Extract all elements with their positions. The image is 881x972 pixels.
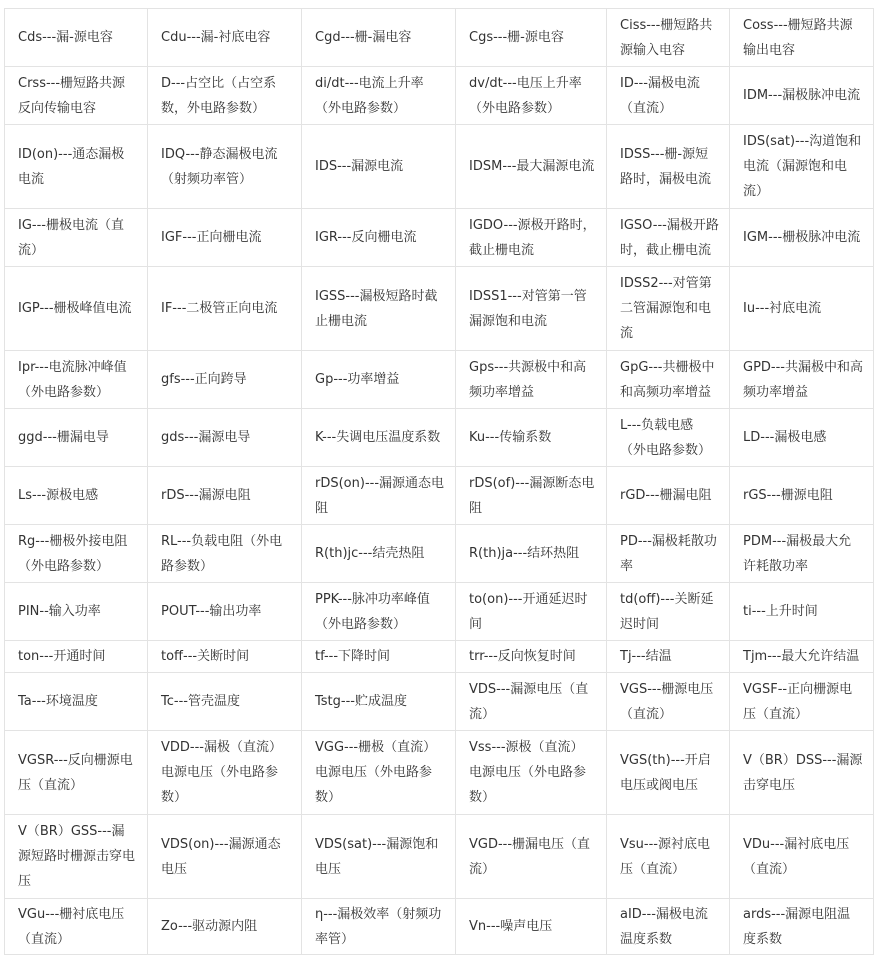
table-cell: Ku---传输系数	[456, 409, 607, 467]
table-cell: Vsu---源衬底电压（直流）	[607, 815, 730, 899]
table-cell: di/dt---电流上升率（外电路参数）	[302, 67, 456, 125]
table-row	[5, 583, 874, 641]
table-cell: ards---漏源电阻温度系数	[730, 899, 874, 955]
table-cell: VDu---漏衬底电压（直流）	[730, 815, 874, 899]
table-cell: Cds---漏-源电容	[5, 9, 148, 67]
table-cell: ID(on)---通态漏极电流	[5, 125, 148, 209]
table-cell: IDS---漏源电流	[302, 125, 456, 209]
table-cell: VGS(th)---开启电压或阀电压	[607, 731, 730, 815]
table-cell: Tstg---贮成温度	[302, 673, 456, 731]
table-cell: R(th)ja---结环热阻	[456, 525, 607, 583]
table-row	[5, 815, 874, 899]
table-cell: IGSS---漏极短路时截止栅电流	[302, 267, 456, 351]
table-cell: IGM---栅极脉冲电流	[730, 209, 874, 267]
table-cell: toff---关断时间	[148, 641, 302, 673]
table-cell: Vn---噪声电压	[456, 899, 607, 955]
table-cell: Iu---衬底电流	[730, 267, 874, 351]
table-cell: IDSS1---对管第一管漏源饱和电流	[456, 267, 607, 351]
table-cell: Ipr---电流脉冲峰值（外电路参数）	[5, 351, 148, 409]
table-cell: rDS(of)---漏源断态电阻	[456, 467, 607, 525]
table-cell: GPD---共漏极中和高频功率增益	[730, 351, 874, 409]
table-cell: IDS(sat)---沟道饱和电流（漏源饱和电流）	[730, 125, 874, 209]
table-cell: GpG---共栅极中和高频功率增益	[607, 351, 730, 409]
table-row	[5, 525, 874, 583]
table-row	[5, 125, 874, 209]
table-cell: dv/dt---电压上升率（外电路参数）	[456, 67, 607, 125]
table-cell: Coss---栅短路共源输出电容	[730, 9, 874, 67]
table-cell: IDM---漏极脉冲电流	[730, 67, 874, 125]
table-cell: V（BR）GSS---漏源短路时栅源击穿电压	[5, 815, 148, 899]
table-cell: rGS---栅源电阻	[730, 467, 874, 525]
table-cell: Ciss---栅短路共源输入电容	[607, 9, 730, 67]
table-row	[5, 351, 874, 409]
table-cell: D---占空比（占空系数，外电路参数）	[148, 67, 302, 125]
table-cell: IGP---栅极峰值电流	[5, 267, 148, 351]
table-cell: PIN--输入功率	[5, 583, 148, 641]
table-row	[5, 467, 874, 525]
table-cell: PDM---漏极最大允许耗散功率	[730, 525, 874, 583]
table-cell: Tc---管壳温度	[148, 673, 302, 731]
table-cell: gfs---正向跨导	[148, 351, 302, 409]
table-cell: ID---漏极电流（直流）	[607, 67, 730, 125]
table-cell: VDD---漏极（直流）电源电压（外电路参数）	[148, 731, 302, 815]
table-cell: IGDO---源极开路时，截止栅电流	[456, 209, 607, 267]
table-cell: Ta---环境温度	[5, 673, 148, 731]
table-cell: ti---上升时间	[730, 583, 874, 641]
table-row	[5, 209, 874, 267]
table-cell: IDSM---最大漏源电流	[456, 125, 607, 209]
table-cell: IF---二极管正向电流	[148, 267, 302, 351]
table-cell: VGG---栅极（直流）电源电压（外电路参数）	[302, 731, 456, 815]
table-cell: Zo---驱动源内阻	[148, 899, 302, 955]
table-cell: Cgd---栅-漏电容	[302, 9, 456, 67]
table-cell: LD---漏极电感	[730, 409, 874, 467]
table-cell: VDS---漏源电压（直流）	[456, 673, 607, 731]
table-cell: IGSO---漏极开路时，截止栅电流	[607, 209, 730, 267]
table-cell: IGR---反向栅电流	[302, 209, 456, 267]
table-cell: VGSR---反向栅源电压（直流）	[5, 731, 148, 815]
table-cell: V（BR）DSS---漏源击穿电压	[730, 731, 874, 815]
table-cell: L---负载电感（外电路参数）	[607, 409, 730, 467]
table-cell: Crss---栅短路共源反向传输电容	[5, 67, 148, 125]
table-cell: tf---下降时间	[302, 641, 456, 673]
table-cell: IDSS---栅-源短路时，漏极电流	[607, 125, 730, 209]
table-row	[5, 9, 874, 67]
table-cell: to(on)---开通延迟时间	[456, 583, 607, 641]
table-row	[5, 899, 874, 955]
table-cell: trr---反向恢复时间	[456, 641, 607, 673]
parameter-table-body	[5, 9, 874, 955]
table-row	[5, 409, 874, 467]
table-cell: VGSF--正向栅源电压（直流）	[730, 673, 874, 731]
table-cell: VDS(sat)---漏源饱和电压	[302, 815, 456, 899]
table-cell: gds---漏源电导	[148, 409, 302, 467]
table-cell: Ls---源极电感	[5, 467, 148, 525]
table-cell: K---失调电压温度系数	[302, 409, 456, 467]
table-row	[5, 641, 874, 673]
table-cell: rGD---栅漏电阻	[607, 467, 730, 525]
table-cell: rDS---漏源电阻	[148, 467, 302, 525]
table-cell: PPK---脉冲功率峰值（外电路参数）	[302, 583, 456, 641]
parameter-table	[4, 8, 874, 955]
table-cell: VGS---栅源电压（直流）	[607, 673, 730, 731]
table-row	[5, 267, 874, 351]
table-cell: IG---栅极电流（直流）	[5, 209, 148, 267]
table-cell: R(th)jc---结壳热阻	[302, 525, 456, 583]
table-cell: Rg---栅极外接电阻（外电路参数）	[5, 525, 148, 583]
table-cell: Tjm---最大允许结温	[730, 641, 874, 673]
table-cell: VGD---栅漏电压（直流）	[456, 815, 607, 899]
table-cell: aID---漏极电流温度系数	[607, 899, 730, 955]
table-cell: Gp---功率增益	[302, 351, 456, 409]
table-cell: ggd---栅漏电导	[5, 409, 148, 467]
table-cell: Gps---共源极中和高频功率增益	[456, 351, 607, 409]
table-cell: IGF---正向栅电流	[148, 209, 302, 267]
table-cell: ton---开通时间	[5, 641, 148, 673]
table-cell: td(off)---关断延迟时间	[607, 583, 730, 641]
table-cell: Tj---结温	[607, 641, 730, 673]
table-cell: Cgs---栅-源电容	[456, 9, 607, 67]
table-row	[5, 67, 874, 125]
table-row	[5, 731, 874, 815]
table-cell: VDS(on)---漏源通态电压	[148, 815, 302, 899]
table-cell: IDSS2---对管第二管漏源饱和电流	[607, 267, 730, 351]
table-cell: rDS(on)---漏源通态电阻	[302, 467, 456, 525]
table-cell: Vss---源极（直流）电源电压（外电路参数）	[456, 731, 607, 815]
table-row	[5, 673, 874, 731]
table-cell: Cdu---漏-衬底电容	[148, 9, 302, 67]
table-cell: η---漏极效率（射频功率管）	[302, 899, 456, 955]
table-cell: PD---漏极耗散功率	[607, 525, 730, 583]
table-cell: VGu---栅衬底电压（直流）	[5, 899, 148, 955]
table-cell: IDQ---静态漏极电流（射频功率管）	[148, 125, 302, 209]
table-cell: RL---负载电阻（外电路参数）	[148, 525, 302, 583]
table-cell: POUT---输出功率	[148, 583, 302, 641]
